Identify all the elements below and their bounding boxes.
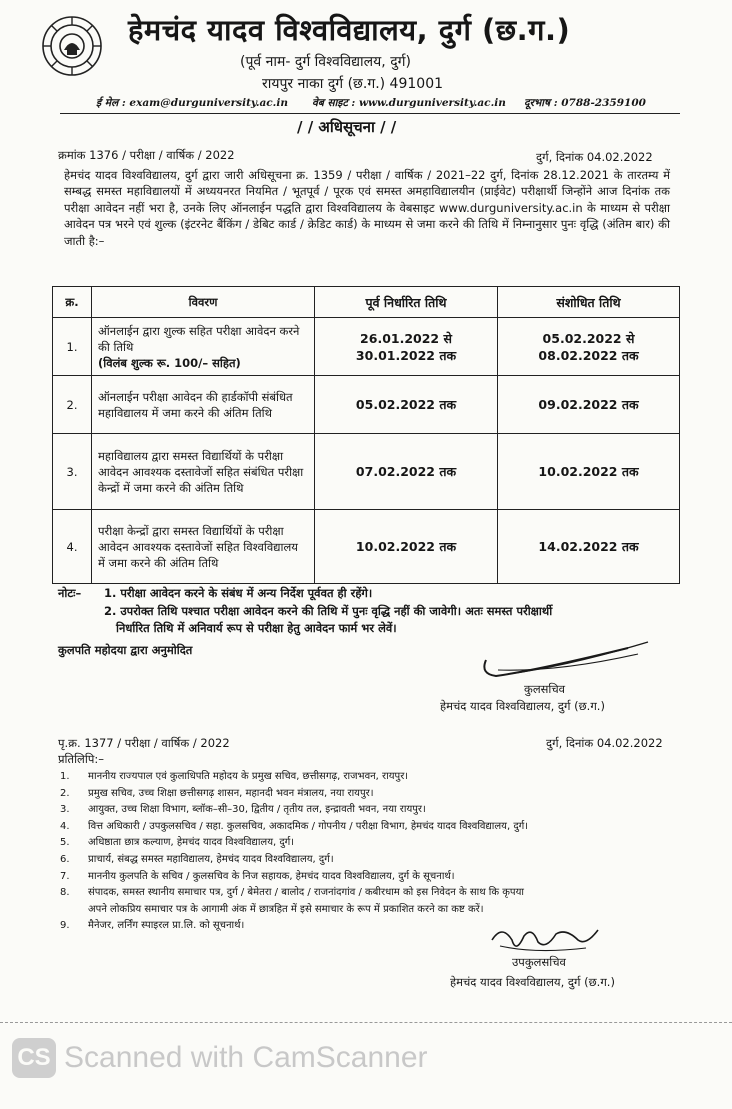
list-item [60, 768, 680, 785]
note-1: 1. परीक्षा आवेदन करने के संबंध में अन्य निर्देश पूर्ववत ही रहेंगे। [104, 586, 373, 600]
table-header-row [53, 287, 680, 318]
phone: दूरभाष : 0788-2359100 [524, 97, 646, 109]
revised-date: 10.02.2022 तक [498, 434, 680, 510]
endorsement-date: दुर्ग, दिनांक 04.02.2022 [546, 736, 663, 750]
row-description: महाविद्यालय द्वारा समस्त विद्यार्थियों के परीक्षा आवेदन आवश्यक दस्तावेजों सहित संबंधित परीक्षा केन्द्रों में जमा करने की अंतिम तिथि [92, 434, 315, 510]
registrar-organization: हेमचंद यादव विश्वविद्यालय, दुर्ग (छ.ग.) [440, 699, 605, 713]
list-number: 3. [60, 804, 70, 816]
previous-date: 07.02.2022 तक [315, 434, 498, 510]
list-item [60, 884, 680, 901]
list-item [60, 818, 680, 835]
list-number: 7. [60, 870, 70, 882]
previous-date: 10.02.2022 तक [315, 510, 498, 584]
row-number: 3. [53, 434, 92, 510]
list-text: आयुक्त, उच्च शिक्षा विभाग, ब्लॉक–सी–30, द्वितीय / तृतीय तल, इन्द्रावती भवन, नया रायपुर। [88, 804, 426, 816]
email: ई मेल : exam@durguniversity.ac.in [96, 97, 288, 109]
row-number: 4. [53, 510, 92, 584]
university-title: हेमचंद यादव विश्वविद्यालय, दुर्ग (छ.ग.) [128, 13, 571, 47]
table-row [53, 434, 680, 510]
list-number: 5. [60, 837, 70, 849]
registrar-designation: कुलसचिव [524, 682, 566, 696]
table-row [53, 318, 680, 376]
schedule-table [52, 286, 680, 584]
revised-date: 05.02.2022 से 08.02.2022 तक [498, 318, 680, 376]
list-text: मैनेजर, लर्निंग स्पाइरल प्रा.लि. को सूचनार्थ। [88, 920, 245, 932]
note-2: 2. उपरोक्त तिथि पश्चात परीक्षा आवेदन करने की तिथि में पुनः वृद्धि नहीं की जावेगी। अतः समस्त परीक्षार्थी [104, 604, 553, 618]
approval-line: कुलपति महोदया द्वारा अनुमोदित [58, 643, 193, 657]
deputy-registrar-signature [486, 920, 606, 960]
copy-to-list [60, 768, 680, 934]
row-description: ऑनलाईन परीक्षा आवेदन की हार्डकॉपी संबंधित महाविद्यालय में जमा करने की अंतिम तिथि [92, 376, 315, 434]
row-description [92, 318, 315, 376]
copy-to-label: प्रतिलिपि:– [58, 752, 104, 766]
notice-paragraph: हेमचंद यादव विश्वविद्यालय, दुर्ग द्वारा जारी अधिसूचना क्र. 1359 / परीक्षा / वार्षिक / 2021–22 दुर्ग, दिनांक 28.12.2021 के तारतम्य में सम्बद्ध समस्त महाविद्यालयों में अध्ययनरत नियमित / भूतपूर्व / पूरक एवं समस्त अमहाविद्यालयीन (प्राईवेट) परीक्षार्थी जिन्होंने आज दिनांक तक परीक्षा आवेदन नहीं भरा है, उनके लिए ऑनलाईन पद्धति द्वारा विश्वविद्यालय के वेबसाइट www.durguniversity.ac.in के माध्यम से परीक्षा आवेदन पत्र भरने एवं शुल्क (इंटरनेट बैंकिंग / डेबिट कार्ड / क्रेडिट कार्ड) के माध्यम से जमा करने की तिथि में निम्नानुसार पुनः वृद्धि (अंतिम बार) की जाती है:– [64, 168, 670, 248]
deputy-registrar-designation: उपकुलसचिव [512, 955, 566, 969]
list-number: 9. [60, 920, 70, 932]
late-fee-note: (विलंब शुल्क रू. 100/– सहित) [98, 355, 241, 370]
camscanner-watermark [12, 1038, 552, 1082]
list-text: संपादक, समस्त स्थानीय समाचार पत्र, दुर्ग / बेमेतरा / बालोद / राजनांदगांव / कबीरधाम को इस निवेदन के साथ कि कृपया [88, 887, 524, 899]
camscanner-logo-icon: CS [12, 1038, 56, 1078]
list-item [60, 851, 680, 868]
list-text: वित्त अधिकारी / उपकुलसचिव / सहा. कुलसचिव, अकादमिक / गोपनीय / परीक्षा विभाग, हेमचंद यादव विश्वविद्यालय, दुर्ग। [88, 820, 529, 832]
list-text: माननीय कुलपति के सचिव / कुलसचिव के निज सहायक, हेमचंद यादव विश्वविद्यालय, दुर्ग के सूचनार्थ। [88, 870, 455, 882]
table-row [53, 376, 680, 434]
list-item [60, 801, 680, 818]
note-2-continued: निर्धारित तिथि में अनिवार्य रूप से परीक्षा हेतु आवेदन फार्म भर लेवें। [116, 621, 397, 635]
row-number: 2. [53, 376, 92, 434]
list-text: अपने लोकप्रिय समाचार पत्र के आगामी अंक में छात्रहित में इसे समाचार के रूप में प्रकाशित करने का कष्ट करें। [88, 903, 484, 915]
university-logo [40, 14, 104, 78]
col-header-previous-date: पूर्व निर्धारित तिथि [315, 287, 498, 318]
page-edge [0, 1022, 732, 1023]
revised-date: 14.02.2022 तक [498, 510, 680, 584]
list-item [60, 868, 680, 885]
list-number: 2. [60, 787, 70, 799]
description-text: ऑनलाईन द्वारा शुल्क सहित परीक्षा आवेदन करने की तिथि [98, 323, 300, 354]
table-row [53, 510, 680, 584]
notes-label: नोटः– [58, 586, 82, 600]
previous-date: 05.02.2022 तक [315, 376, 498, 434]
list-text: माननीय राज्यपाल एवं कुलाधिपति महोदय के प्रमुख सचिव, छत्तीसगढ़, राजभवन, रायपुर। [88, 771, 409, 782]
reference-date: दुर्ग, दिनांक 04.02.2022 [536, 150, 653, 164]
row-number: 1. [53, 318, 92, 376]
website: वेब साइट : www.durguniversity.ac.in [312, 97, 506, 109]
col-header-number: क्र. [53, 287, 92, 318]
endorsement-number: पृ.क्र. 1377 / परीक्षा / वार्षिक / 2022 [58, 736, 230, 750]
revised-date: 09.02.2022 तक [498, 376, 680, 434]
list-number: 1. [60, 771, 70, 782]
header-divider [60, 113, 680, 114]
previous-date: 26.01.2022 से 30.01.2022 तक [315, 318, 498, 376]
former-name: (पूर्व नाम- दुर्ग विश्वविद्यालय, दुर्ग) [240, 54, 411, 70]
list-text: प्राचार्य, संबद्ध समस्त महाविद्यालय, हेमचंद यादव विश्वविद्यालय, दुर्ग। [88, 853, 334, 865]
list-item [60, 785, 680, 802]
registrar-signature [478, 636, 658, 686]
reference-number: क्रमांक 1376 / परीक्षा / वार्षिक / 2022 [58, 148, 235, 162]
list-item [60, 834, 680, 851]
deputy-registrar-organization: हेमचंद यादव विश्वविद्यालय, दुर्ग (छ.ग.) [450, 975, 615, 989]
address: रायपुर नाका दुर्ग (छ.ग.) 491001 [262, 76, 444, 92]
col-header-description: विवरण [92, 287, 315, 318]
list-text: अधिष्ठाता छात्र कल्याण, हेमचंद यादव विश्वविद्यालय, दुर्ग। [88, 837, 295, 849]
watermark-text: Scanned with CamScanner [64, 1041, 428, 1074]
notice-heading: / / अधिसूचना / / [297, 118, 397, 136]
list-text: प्रमुख सचिव, उच्च शिक्षा छत्तीसगढ़ शासन, महानदी भवन मंत्रालय, नया रायपुर। [88, 787, 374, 799]
row-description: परीक्षा केन्द्रों द्वारा समस्त विद्यार्थियों के परीक्षा आवेदन आवश्यक दस्तावेजों सहित विश्वविद्यालय में जमा करने की अंतिम तिथि [92, 510, 315, 584]
list-number: 8. [60, 887, 70, 899]
list-number: 4. [60, 820, 70, 832]
list-item [60, 901, 680, 918]
list-number: 6. [60, 853, 70, 865]
col-header-revised-date: संशोधित तिथि [498, 287, 680, 318]
